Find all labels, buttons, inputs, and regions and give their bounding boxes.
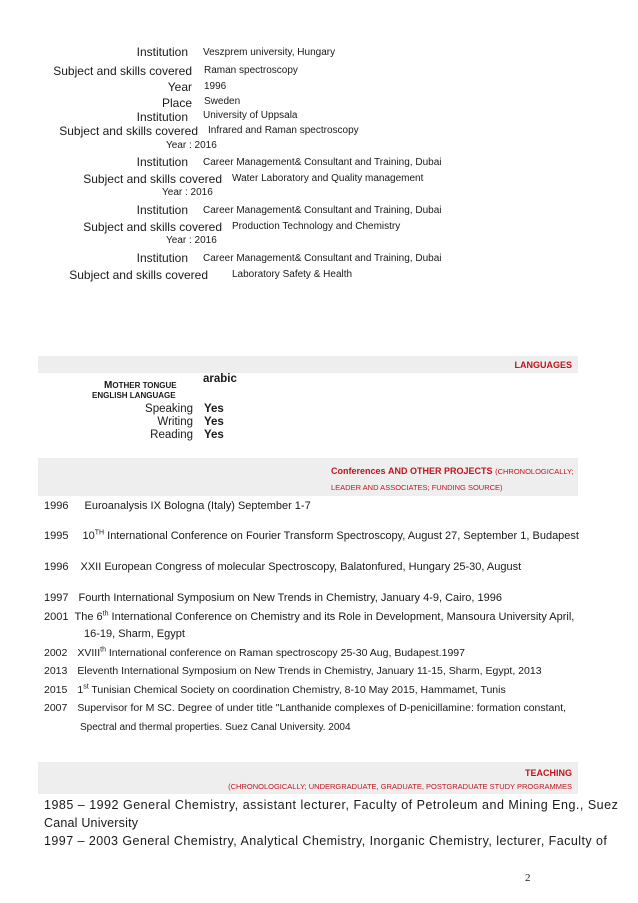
training-value: University of Uppsala (203, 110, 298, 121)
training-value: Infrared and Raman spectroscopy (208, 125, 359, 136)
conferences-header (38, 458, 578, 496)
training-value: Water Laboratory and Quality management (232, 173, 424, 184)
training-value: Laboratory Safety & Health (232, 269, 353, 280)
conference-item: 2015 1st Tunisian Chemical Society on coordination Chemistry, 8-10 May 2015, Hammamet, Tunis (44, 683, 506, 696)
conference-item: 1997 Fourth International Symposium on New Trends in Chemistry, January 4-9, Cairo, 1996 (44, 592, 502, 604)
training-label: Institution (136, 110, 188, 124)
teaching-line: Canal University (44, 816, 139, 830)
training-value: Veszprem university, Hungary (203, 47, 336, 58)
conference-item: 1995 10TH International Conference on Fourier Transform Spectroscopy, August 27, September 1, Budapest (44, 529, 579, 542)
mother-tongue-label: MOTHER TONGUE (104, 380, 177, 391)
training-label: Subject and skills covered (83, 220, 222, 234)
teaching-header (38, 762, 578, 794)
training-label: Year (167, 80, 192, 94)
language-skill-value: Yes (204, 429, 224, 441)
language-skill-value: Yes (204, 416, 224, 428)
training-year: Year : 2016 (166, 140, 217, 151)
conference-item: 2001 The 6th International Conference on Chemistry and its Role in Development, Mansoura University April, (44, 610, 575, 623)
mother-tongue-value: arabic (203, 373, 237, 385)
training-label: Institution (136, 203, 188, 217)
teaching-title: TEACHING (525, 768, 572, 778)
teaching-line: 1985 – 1992 General Chemistry, assistant lecturer, Faculty of Petroleum and Mining Eng., Suez (44, 798, 619, 812)
conferences-subtitle: LEADER AND ASSOCIATES; FUNDING SOURCE) (331, 483, 503, 492)
training-label: Subject and skills covered (69, 268, 208, 282)
teaching-subtitle: (CHRONOLOGICALLY; UNDERGRADUATE, GRADUATE, POSTGRADUATE STUDY PROGRAMMES (228, 782, 572, 791)
conference-item-continuation: 16-19, Sharm, Egypt (84, 628, 185, 640)
training-value: Raman spectroscopy (204, 65, 298, 76)
conference-item: 1996 Euroanalysis IX Bologna (Italy) September 1-7 (44, 500, 311, 512)
training-value: Sweden (204, 96, 241, 107)
training-value: Career Management& Consultant and Training, Dubai (203, 253, 442, 264)
english-language-label: ENGLISH LANGUAGE (92, 391, 176, 400)
conference-item: 1996 XXII European Congress of molecular Spectroscopy, Balatonfured, Hungary 25-30, August (44, 561, 522, 573)
training-value: Production Technology and Chemistry (232, 221, 401, 232)
language-skill-value: Yes (204, 403, 224, 415)
conferences-title: Conferences AND OTHER PROJECTS (CHRONOLOGICALLY; (331, 466, 574, 476)
languages-title: LANGUAGES (514, 360, 572, 370)
training-value: Career Management& Consultant and Training, Dubai (203, 205, 442, 216)
training-label: Institution (136, 155, 188, 169)
training-value: 1996 (204, 81, 227, 92)
training-year: Year : 2016 (166, 235, 217, 246)
training-label: Subject and skills covered (53, 64, 192, 78)
training-label: Subject and skills covered (59, 124, 198, 138)
conference-item: 2002 XVIIIth International conference on Raman spectroscopy 25-30 Aug, Budapest.1997 (44, 646, 465, 659)
conference-item-continuation: Spectral and thermal properties. Suez Canal University. 2004 (80, 722, 351, 733)
training-label: Subject and skills covered (83, 172, 222, 186)
languages-header (38, 356, 578, 373)
language-skill-label: Speaking (145, 403, 193, 415)
language-skill-label: Writing (157, 416, 193, 428)
training-label: Institution (136, 45, 188, 59)
conference-item: 2013 Eleventh International Symposium on New Trends in Chemistry, January 11-15, Sharm, Egypt, 2013 (44, 665, 542, 677)
training-year: Year : 2016 (162, 187, 213, 198)
page-number: 2 (525, 872, 531, 884)
language-skill-label: Reading (150, 429, 193, 441)
teaching-line: 1997 – 2003 General Chemistry, Analytical Chemistry, Inorganic Chemistry, lecturer, Faculty of (44, 834, 608, 848)
conference-item: 2007 Supervisor for M SC. Degree of under title "Lanthanide complexes of D-penicillamine: formation constant, (44, 702, 567, 714)
training-value: Career Management& Consultant and Training, Dubai (203, 157, 442, 168)
training-label: Place (161, 96, 192, 110)
training-label: Institution (136, 251, 188, 265)
